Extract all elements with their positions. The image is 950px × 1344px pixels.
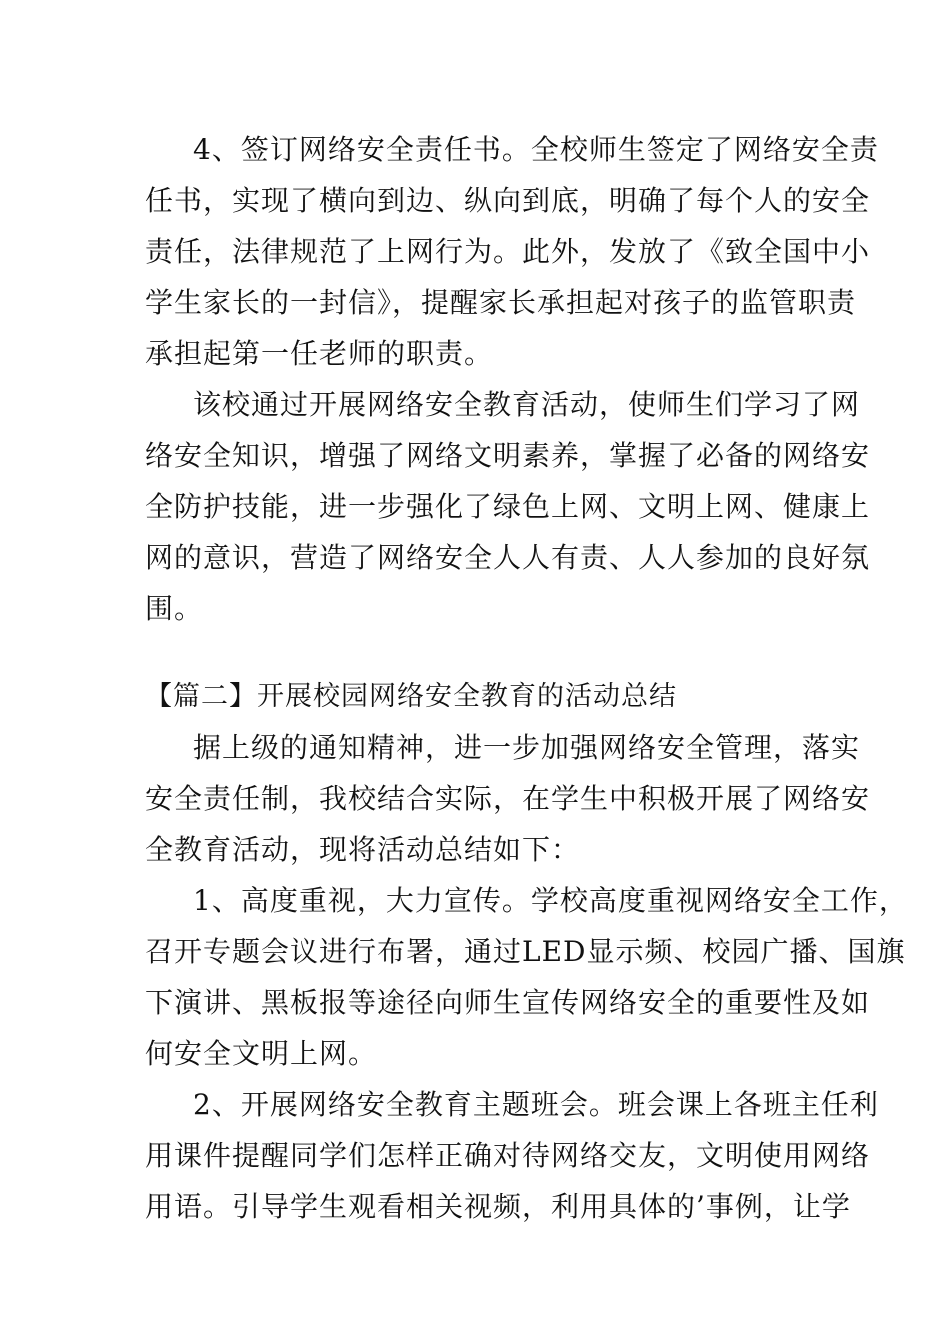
paragraph-4-line-1: 1、高度重视，大力宣传。学校高度重视网络安全工作， [193, 884, 908, 917]
paragraph-2-line-3: 全防护技能，进一步强化了绿色上网、文明上网、健康上 [145, 490, 871, 523]
paragraph-2-line-2: 络安全知识，增强了网络文明素养，掌握了必备的网络安 [145, 439, 871, 472]
paragraph-5-line-2: 用课件提醒同学们怎样正确对待网络交友，文明使用网络 [145, 1139, 871, 1172]
paragraph-2-line-1: 该校通过开展网络安全教育活动，使师生们学习了网 [193, 388, 861, 421]
paragraph-5-line-1: 2、开展网络安全教育主题班会。班会课上各班主任利 [193, 1088, 879, 1121]
paragraph-1-line-3: 责任，法律规范了上网行为。此外，发放了《致全国中小 [145, 235, 871, 268]
paragraph-2-line-4: 网的意识，营造了网络安全人人有责、人人参加的良好氛 [145, 541, 871, 574]
paragraph-4-line-2: 召开专题会议进行布署，通过LED显示频、校园广播、国旗 [145, 935, 906, 968]
paragraph-5-line-3: 用语。引导学生观看相关视频，利用具体的’事例，让学 [145, 1190, 851, 1223]
paragraph-1-line-2: 任书，实现了横向到边、纵向到底，明确了每个人的安全 [145, 184, 871, 217]
section-heading: 【篇二】开展校园网络安全教育的活动总结 [145, 681, 677, 712]
paragraph-1-line-4: 学生家长的一封信》，提醒家长承担起对孩子的监管职责 [145, 286, 857, 319]
paragraph-2-line-5: 围。 [145, 592, 204, 625]
paragraph-1-line-1: 4、签订网络安全责任书。全校师生签定了网络安全责 [193, 133, 879, 166]
paragraph-1-line-5: 承担起第一任老师的职责。 [145, 337, 494, 370]
paragraph-3-line-2: 安全责任制，我校结合实际，在学生中积极开展了网络安 [145, 782, 871, 815]
paragraph-4-line-4: 何安全文明上网。 [145, 1037, 378, 1070]
paragraph-4-line-3: 下演讲、黑板报等途径向师生宣传网络安全的重要性及如 [145, 986, 871, 1019]
paragraph-3-line-3: 全教育活动，现将活动总结如下： [145, 833, 581, 866]
paragraph-3-line-1: 据上级的通知精神，进一步加强网络安全管理，落实 [193, 731, 861, 764]
